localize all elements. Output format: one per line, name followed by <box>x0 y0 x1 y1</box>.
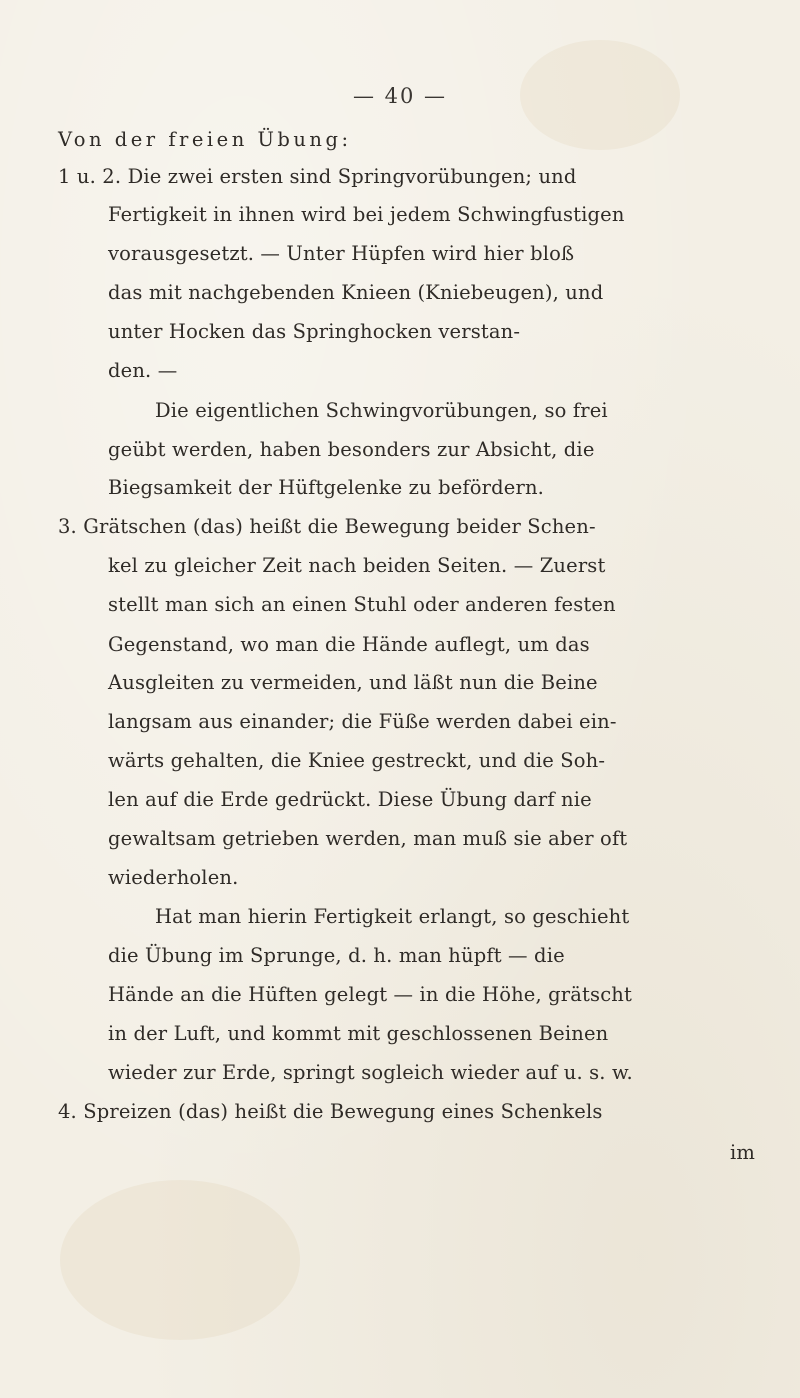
text-line: len auf die Erde gedrückt. Diese Übung darf nie <box>108 788 592 811</box>
text-line: Gegenstand, wo man die Hände auflegt, um das <box>108 633 590 656</box>
text-line: stellt man sich an einen Stuhl oder anderen festen <box>108 593 616 616</box>
text-line: 3. Grätschen (das) heißt die Bewegung beider Schen- <box>58 515 596 538</box>
text-line: wärts gehalten, die Kniee gestreckt, und die Soh- <box>108 749 606 772</box>
text-line: im <box>730 1141 756 1164</box>
text-line: unter Hocken das Springhocken verstan- <box>108 320 521 343</box>
text-line: Fertigkeit in ihnen wird bei jedem Schwingfustigen <box>108 203 625 226</box>
text-line: Ausgleiten zu vermeiden, und läßt nun die Beine <box>108 671 598 694</box>
text-line: in der Luft, und kommt mit geschlossenen Beinen <box>108 1022 609 1045</box>
page-number: — 40 — <box>352 84 448 108</box>
text-line: Biegsamkeit der Hüftgelenke zu befördern. <box>108 476 544 499</box>
paper-stain <box>60 1180 300 1340</box>
text-line: wiederholen. <box>108 866 239 889</box>
section-heading: Von der freien Übung: <box>58 128 352 151</box>
text-line: gewaltsam getrieben werden, man muß sie aber oft <box>108 827 628 850</box>
text-line: vorausgesetzt. — Unter Hüpfen wird hier bloß <box>108 242 575 265</box>
text-line: Die eigentlichen Schwingvorübungen, so frei <box>155 399 608 422</box>
text-line: kel zu gleicher Zeit nach beiden Seiten. — Zuerst <box>108 554 606 577</box>
text-line: wieder zur Erde, springt sogleich wieder auf u. s. w. <box>108 1061 633 1084</box>
text-line: die Übung im Sprunge, d. h. man hüpft — die <box>108 944 565 967</box>
text-line: das mit nachgebenden Knieen (Kniebeugen), und <box>108 281 604 304</box>
text-line: 1 u. 2. Die zwei ersten sind Springvorübungen; und <box>58 165 577 188</box>
text-line: 4. Spreizen (das) heißt die Bewegung eines Schenkels <box>58 1100 603 1123</box>
text-line: den. — <box>108 359 178 382</box>
text-line: geübt werden, haben besonders zur Absicht, die <box>108 438 595 461</box>
text-line: Hände an die Hüften gelegt — in die Höhe, grätscht <box>108 983 632 1006</box>
text-line: Hat man hierin Fertigkeit erlangt, so geschieht <box>155 905 630 928</box>
text-line: langsam aus einander; die Füße werden dabei ein- <box>108 710 617 733</box>
